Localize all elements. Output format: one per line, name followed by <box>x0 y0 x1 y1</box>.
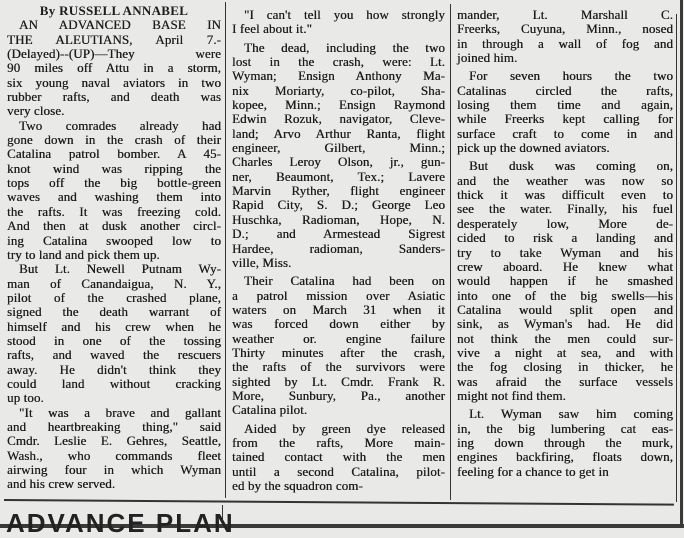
text-line: try to take Wyman and his <box>457 244 673 260</box>
text-line: tops off the big bottle-green <box>7 175 221 191</box>
text-line: Charles Leroy Olson, jr., gun- <box>232 154 445 170</box>
text-line: mander, Lt. Marshall C. <box>457 7 673 22</box>
text-line: lost in the crash, were: Lt. <box>232 54 445 70</box>
next-article-headline: ADVANCE PLAN <box>6 508 235 538</box>
paragraph <box>457 407 673 479</box>
text-line: kopee, Minn.; Ensign Raymond <box>232 97 445 113</box>
text-line: nix Moriarty, co-pilot, Sha- <box>232 82 445 98</box>
text-line: the rafts. It was freezing cold. <box>7 203 221 219</box>
text-line: and the weather was now so <box>457 172 673 188</box>
text-line: a patrol mission over Asiatic <box>232 287 445 303</box>
text-line: And then at dusk another circl- <box>7 218 221 234</box>
text-line: land; Arvo Arthur Ranta, flight <box>232 125 445 141</box>
text-line: cided to risk a landing and <box>457 230 673 246</box>
paragraph <box>7 262 221 405</box>
text-line: try to land and pick them up. <box>7 246 160 262</box>
paragraph <box>232 274 445 417</box>
text-line: pilot of the crashed plane, <box>7 289 221 305</box>
text-line: 90 miles off Attu in a storm, <box>7 60 221 76</box>
text-line: More, Sunbury, Pa., another <box>232 387 445 403</box>
text-line: could land without cracking <box>7 375 221 391</box>
text-line: engines backfiring, floats down, <box>457 449 673 465</box>
text-line: Freerks, Cuyuna, Minn., nosed <box>457 21 673 37</box>
text-line: himself and his crew when he <box>7 318 221 334</box>
text-line: and heartbreaking thing," said <box>7 418 221 434</box>
text-line: signed the death warrant of <box>7 304 221 320</box>
text-line: six young naval aviators in two <box>7 74 221 90</box>
text-line: ville, Miss. <box>232 254 292 270</box>
text-line: ner, Beaumont, Tex.; Lavere <box>232 168 445 184</box>
text-line: pick up the downed aviators. <box>457 140 610 156</box>
text-line: not think the men could sur- <box>457 330 673 346</box>
text-line: and his crew served. <box>7 476 116 492</box>
text-line: sighted by Lt. Cmdr. Frank R. <box>232 373 445 389</box>
text-line: desperately low, More de- <box>457 215 673 231</box>
text-line: Two comrades already had <box>19 117 221 133</box>
text-line: until a second Catalina, pilot- <box>232 463 445 479</box>
text-line: Catalina would split open and <box>457 301 673 317</box>
text-line: But dusk was coming on, <box>469 158 673 174</box>
text-line: losing them time and again, <box>457 97 673 113</box>
paragraph <box>232 41 445 271</box>
text-line: rafts, and waved the rescuers <box>7 347 221 363</box>
paragraph <box>457 8 673 65</box>
paragraph <box>7 18 221 118</box>
text-line: Catalinas circled the rafts, <box>457 82 673 98</box>
text-line: in through a wall of fog and <box>457 35 673 51</box>
text-line: Their Catalina had been on <box>244 273 445 289</box>
text-line: engineer, Gilbert, Minn.; <box>232 140 445 156</box>
text-line: THE ALEUTIANS, April 7.- <box>7 31 221 47</box>
column-divider <box>225 2 226 498</box>
text-line: tained contact with the men <box>232 449 445 465</box>
text-line: thick it was difficult even to <box>457 187 673 203</box>
text-line: airwing four in which Wyman <box>7 462 221 477</box>
text-line: crew aboard. He knew what <box>457 258 673 274</box>
text-line: But Lt. Newell Putnam Wy- <box>19 261 221 277</box>
text-line: the fog closing in thicker, he <box>457 359 673 375</box>
text-line: I feel about it." <box>232 21 312 37</box>
article-end-rule <box>4 499 674 505</box>
text-line: joined him. <box>457 50 518 66</box>
text-line: ed by the squadron com- <box>232 478 363 493</box>
article-column-1 <box>7 4 221 492</box>
text-line: stood in one of the tossing <box>7 332 221 348</box>
text-line: "It was a brave and gallant <box>19 404 221 420</box>
text-line: surface craft to come in and <box>457 125 673 141</box>
text-line: The dead, including the two <box>244 39 445 55</box>
text-line: Rapid City, S. D.; George Leo <box>232 197 445 213</box>
text-line: Catalina patrol bomber. A 45- <box>7 146 221 162</box>
text-line: was afraid the surface vessels <box>457 373 673 389</box>
text-line: Wash., who commands fleet <box>7 447 221 463</box>
text-line: sink, as Wyman's had. He did <box>457 316 673 332</box>
text-line: into one of the big swells—his <box>457 287 673 303</box>
column-divider <box>676 14 677 502</box>
text-line: waves and washing them into <box>7 189 221 205</box>
text-line: in, the big lumbering cat eas- <box>457 420 673 436</box>
text-line: see the water. Finally, his fuel <box>457 201 673 217</box>
text-line: D.; and Armestead Sigrest <box>232 226 445 242</box>
text-line: "I can't tell you how strongly <box>244 7 445 22</box>
text-line: away. He didn't think they <box>7 361 221 377</box>
text-line: Aided by green dye released <box>244 420 445 436</box>
text-line: Cmdr. Leslie E. Gehres, Seattle, <box>7 433 221 449</box>
text-line: Edwin Rozuk, navigator, Cleve- <box>232 111 445 127</box>
text-line: Lt. Wyman saw him coming <box>469 406 673 422</box>
text-line: waters on March 31 when it <box>232 301 445 317</box>
text-line: (Delayed)--(UP)—They were <box>7 46 221 62</box>
text-line: might not find them. <box>457 387 566 403</box>
text-line: ing down through the murk, <box>457 434 673 450</box>
paragraph <box>7 406 221 492</box>
paragraph <box>7 119 221 262</box>
article-column-2 <box>232 8 445 497</box>
clipping-edge-right <box>680 0 683 526</box>
byline: By RUSSELL ANNABEL <box>39 3 189 18</box>
text-line: very close. <box>7 103 65 119</box>
paragraph <box>457 69 673 155</box>
paragraph <box>232 8 445 37</box>
text-line: the rafts of the survivors were <box>232 359 445 375</box>
text-line: feeling for a chance to get in <box>457 463 609 479</box>
text-line: Hardee, radioman, Sanders- <box>232 240 445 256</box>
text-line: gone down in the crash of their <box>7 132 221 148</box>
text-line: Wyman; Ensign Anthony Ma- <box>232 68 445 84</box>
article-column-3 <box>457 8 673 483</box>
text-line: Huschka, Radioman, Hope, N. <box>232 211 445 227</box>
text-line: was forced down either by <box>232 316 445 332</box>
text-line: from the rafts, More main- <box>232 434 445 450</box>
text-line: ing Catalina swooped low to <box>7 232 221 248</box>
paragraph <box>232 422 445 494</box>
text-line: knot wind was ripping the <box>7 160 221 176</box>
text-line: weather or. engine failure <box>232 330 445 346</box>
text-line: AN ADVANCED BASE IN <box>19 17 221 33</box>
text-line: man of Canandaigua, N. Y., <box>7 275 221 291</box>
text-line: Thirty minutes after the crash, <box>232 344 445 360</box>
text-line: while Freerks kept calling for <box>457 111 673 127</box>
text-line: Marvin Ryther, flight engineer <box>232 183 445 199</box>
paragraph <box>457 159 673 403</box>
text-line: would happen if he smashed <box>457 273 673 289</box>
text-line: up too. <box>7 390 44 406</box>
text-line: Catalina pilot. <box>232 402 308 418</box>
text-line: rubber rafts, and death was <box>7 89 221 105</box>
column-divider <box>450 4 451 500</box>
text-line: For seven hours the two <box>469 68 673 84</box>
text-line: vive a night at sea, and with <box>457 344 673 360</box>
